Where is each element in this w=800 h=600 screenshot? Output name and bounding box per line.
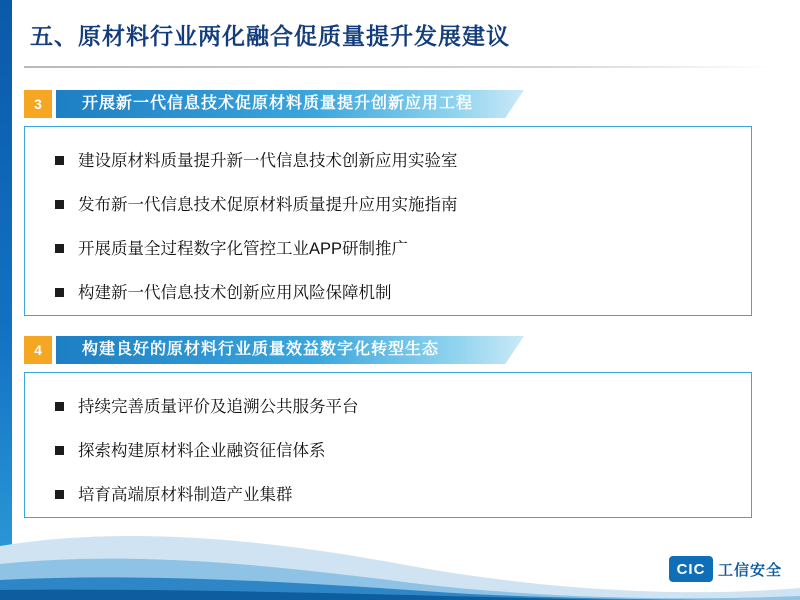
- list-item: [55, 139, 741, 183]
- bullet-square-icon: [55, 402, 64, 411]
- list-item-label: 构建新一代信息技术创新应用风险保障机制: [78, 284, 392, 302]
- section-number-3: 3: [24, 90, 52, 118]
- list-item-label: 发布新一代信息技术促原材料质量提升应用实施指南: [78, 196, 458, 214]
- list-item-label: 探索构建原材料企业融资征信体系: [78, 442, 326, 460]
- list-item-label: 开展质量全过程数字化管控工业APP研制推广: [78, 240, 409, 258]
- list-item: [55, 385, 741, 429]
- section-content-box-3: [24, 126, 752, 316]
- bullet-list-3: [55, 139, 741, 315]
- logo-label: 工信安全: [717, 561, 782, 579]
- bottom-decoration: [0, 480, 800, 600]
- bullet-square-icon: [55, 200, 64, 209]
- bullet-square-icon: [55, 244, 64, 253]
- page-title: 五、原材料行业两化融合促质量提升发展建议: [30, 23, 510, 49]
- section-heading-3: 开展新一代信息技术促原材料质量提升创新应用工程: [82, 95, 474, 112]
- logo-mark: CIC: [669, 556, 713, 582]
- list-item-label: 持续完善质量评价及追溯公共服务平台: [78, 398, 359, 416]
- list-item-label: 培育高端原材料制造产业集群: [78, 486, 293, 504]
- list-item: [55, 227, 741, 271]
- list-item: [55, 429, 741, 473]
- bullet-square-icon: [55, 446, 64, 455]
- bullet-square-icon: [55, 156, 64, 165]
- list-item: [55, 183, 741, 227]
- bullet-square-icon: [55, 288, 64, 297]
- logo: [669, 556, 782, 582]
- list-item: [55, 271, 741, 315]
- list-item-label: 建设原材料质量提升新一代信息技术创新应用实验室: [78, 152, 458, 170]
- section-heading-4: 构建良好的原材料行业质量效益数字化转型生态: [82, 341, 440, 358]
- section-number-4: 4: [24, 336, 52, 364]
- title-divider: [24, 66, 772, 68]
